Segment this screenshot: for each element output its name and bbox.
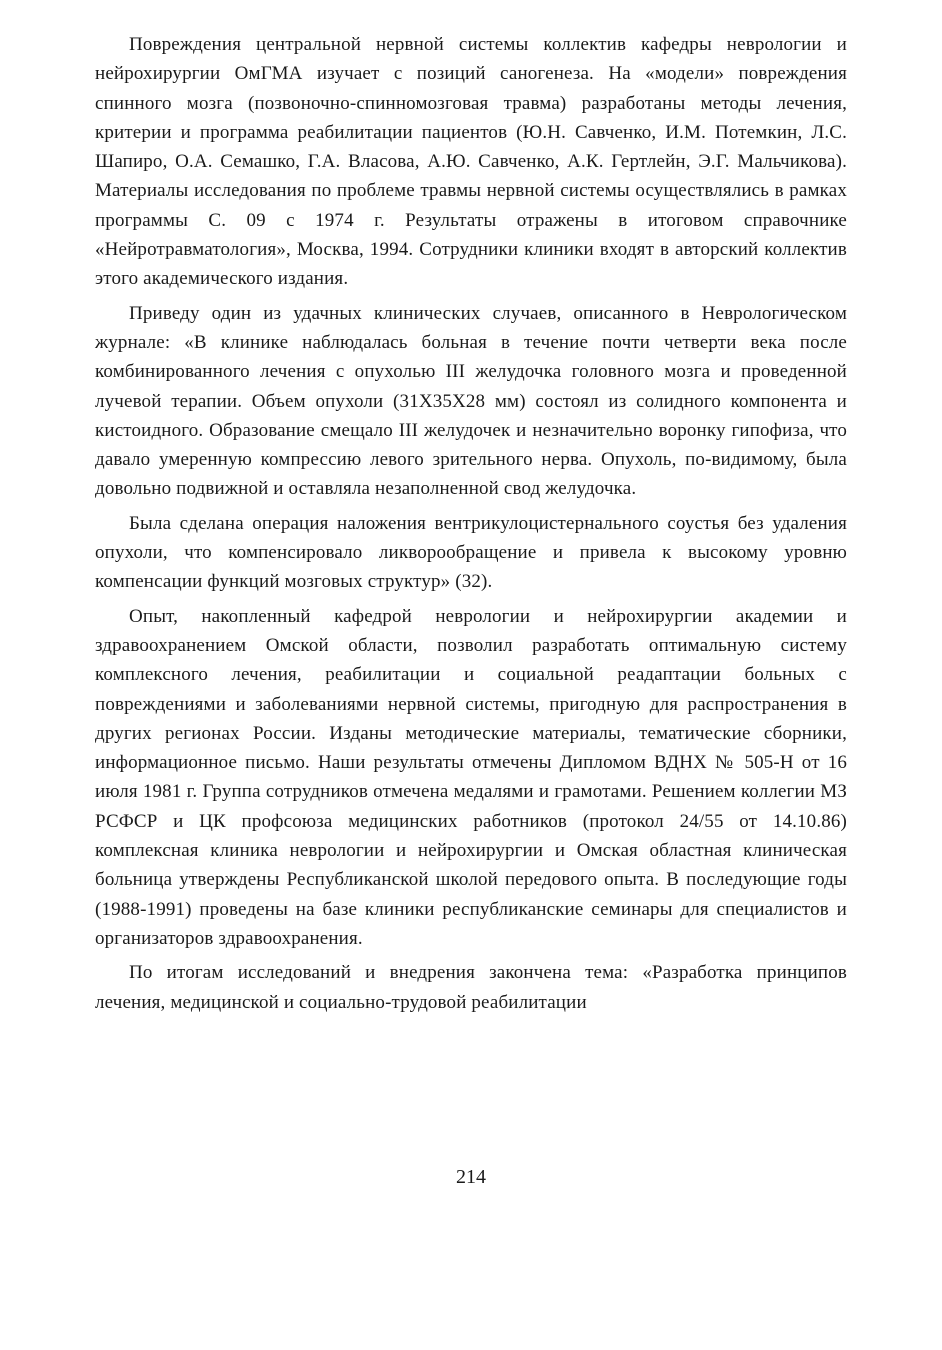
- paragraph-3: Была сделана операция наложения вентрикулоцистернального соустья без удаления опухоли, что компенсировало ликворообращение и привела к высокому уровню компенсации функций мозговых структур» (32).: [95, 512, 847, 593]
- paragraph-1: Повреждения центральной нервной системы коллектив кафедры неврологии и нейрохирургии ОмГМА изучает с позиций саногенеза. На «модели» повреждения спинного мозга (позвоночно-спинномозговая травма) разработаны методы лечения, критерии и программа реабилитации пациентов (Ю.Н. Савченко, И.М. Потемкин, Л.С. Шапиро, О.А. Семашко, Г.А. Власова, А.Ю. Савченко, А.К. Гертлейн, Э.Г. Мальчикова). Материалы исследования по проблеме травмы нервной системы осуществлялись в рамках программы С. 09 с 1974 г. Результаты отражены в итоговом справочнике «Нейротравматология», Москва, 1994. Сотрудники клиники входят в авторский коллектив этого академического издания.: [95, 34, 847, 290]
- paragraph-2: Приведу один из удачных клинических случаев, описанного в Неврологическом журнале: «В клинике наблюдалась больная в течение почти четверти века после комбинированного лечения с опухолью III желудочка головного мозга и проведенной лучевой терапии. Объем опухоли (31Х35Х28 мм) состоял из солидного компонента и кистоидного. Образование смещало III желудочек и незначительно воронку гипофиза, что давало умеренную компрессию левого зрительного нерва. Опухоль, по-видимому, была довольно подвижной и оставляла незаполненной свод желудочка.: [95, 302, 847, 500]
- paragraph-4: Опыт, накопленный кафедрой неврологии и нейрохирургии академии и здравоохранением Омской области, позволил разработать оптимальную систему комплексного лечения, реабилитации и социальной реадаптации больных с повреждениями и заболеваниями нервной системы, пригодную для распространения в других регионах России. Изданы методические материалы, тематические сборники, информационное письмо. Наши результаты отмечены Дипломом ВДНХ № 505-Н от 16 июля 1981 г. Группа сотрудников отмечена медалями и грамотами. Решением коллегии МЗ РСФСР и ЦК профсоюза медицинских работников (протокол 24/55 от 14.10.86) комплексная клиника неврологии и нейрохирургии и Омская областная клиническая больница утверждены Республиканской школой передового опыта. В последующие годы (1988-1991) проведены на базе клиники республиканские семинары для специалистов и организаторов здравоохранения.: [95, 605, 847, 949]
- document-page: [95, 30, 847, 1017]
- page-number: 214: [456, 1166, 486, 1188]
- paragraph-5: По итогам исследований и внедрения закончена тема: «Разработка принципов лечения, медицинской и социально-трудовой реабилитации: [95, 962, 847, 1013]
